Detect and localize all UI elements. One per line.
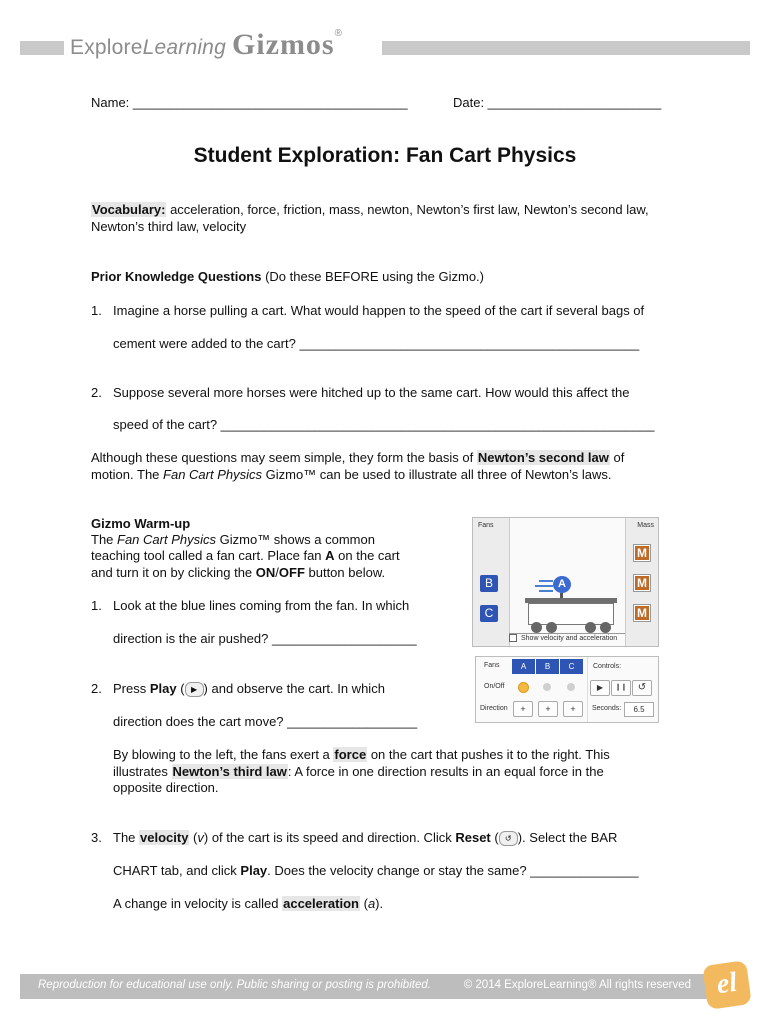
- intro-p2-end: Gizmo™ can be used to illustrate all three of Newton’s laws.: [262, 467, 612, 482]
- force-para-line2: [113, 763, 604, 780]
- header-bar-right: [382, 41, 750, 55]
- intro-newtons-second-law: Newton’s second law: [477, 450, 609, 465]
- mass-box-2[interactable]: M: [634, 575, 650, 591]
- warmup-line1: [91, 531, 375, 548]
- brand-logo: [70, 28, 342, 62]
- warmup-q3-line2: [113, 862, 639, 879]
- vocabulary: [91, 201, 671, 235]
- warmup-q2-a: Press: [113, 681, 150, 696]
- warmup-line2: [91, 547, 400, 564]
- brand-reg: ®: [334, 28, 343, 39]
- mass-box-1[interactable]: M: [634, 545, 650, 561]
- warmup-q1-number: 1.: [91, 598, 102, 613]
- col-b: B: [536, 659, 559, 674]
- warmup-q2-line2: direction does the cart move? __________________: [113, 714, 418, 729]
- warmup-q2-c: ) and observe the cart. In which: [203, 681, 385, 696]
- cart-wheel-4: [600, 622, 611, 633]
- play-icon: ▶: [185, 682, 204, 697]
- cart-wheel-1: [531, 622, 542, 633]
- warmup-line3: [91, 564, 385, 581]
- fan-c[interactable]: C: [480, 605, 498, 622]
- controls-divider: [587, 657, 588, 722]
- q3-l3b: (: [359, 896, 368, 911]
- prior-q2-number: 2.: [91, 385, 102, 400]
- fan-b-onoff-toggle[interactable]: [543, 683, 551, 691]
- vocabulary-text: acceleration, force, friction, mass, newton, Newton’s first law, Newton’s second law, Newton’s third law, velocity: [91, 202, 649, 234]
- footer-copyright: © 2014 ExploreLearning® All rights reserved: [463, 979, 691, 991]
- warmup-l2b: on the cart: [334, 548, 400, 563]
- prior-q1-line2: cement were added to the cart? _______________________________________________: [113, 336, 640, 351]
- fan-c-direction-button[interactable]: +: [563, 701, 583, 717]
- q3-l3a: A change in velocity is called: [113, 896, 283, 911]
- reset-button[interactable]: ↺: [632, 680, 652, 696]
- warmup-l2-bold: A: [325, 548, 335, 563]
- force-para2-a: illustrates: [113, 764, 172, 779]
- warmup-q2-line1: [113, 680, 385, 697]
- warmup-heading: [91, 515, 190, 532]
- footer-notice: Reproduction for educational use only. Public sharing or posting is prohibited.: [38, 979, 431, 991]
- acceleration-term: acceleration: [283, 896, 359, 911]
- warmup-l3b: button below.: [304, 565, 386, 580]
- warmup-l2a: teaching tool called a fan cart. Place fan: [91, 548, 326, 563]
- airflow-line-2: [535, 585, 553, 587]
- explorelearning-logo: el: [702, 960, 752, 1010]
- prior-knowledge-heading: [91, 268, 484, 285]
- brand-explore: Explore: [70, 36, 143, 59]
- warmup-q2-b: (: [176, 681, 185, 696]
- warmup-q3-number: 3.: [91, 830, 102, 845]
- airflow-line-3: [539, 590, 553, 592]
- seconds-label: Seconds:: [592, 705, 622, 712]
- q3-l2a: CHART tab, and click: [113, 863, 241, 878]
- fan-a-onoff-toggle[interactable]: [518, 682, 529, 693]
- force-para-b: on the cart that pushes it to the right. This: [367, 747, 610, 762]
- warmup-q3-line1: [113, 829, 617, 846]
- show-velocity-checkbox[interactable]: [509, 634, 517, 642]
- warmup-l3-off: OFF: [278, 565, 305, 580]
- force-term: force: [334, 747, 367, 762]
- warmup-q2-play: Play: [149, 681, 177, 696]
- q3-a: The: [113, 830, 140, 845]
- warmup-l1-italic: Fan Cart Physics: [117, 532, 216, 547]
- date-field: Date: ________________________: [453, 95, 662, 110]
- gizmo-simulation-panel: [472, 517, 659, 647]
- warmup-l1b: Gizmo™ shows a common: [216, 532, 375, 547]
- q3-l2-play: Play: [240, 863, 268, 878]
- track: [509, 633, 625, 634]
- force-para-line3: opposite direction.: [113, 780, 219, 795]
- warmup-heading-text: Gizmo Warm-up: [91, 516, 191, 531]
- cart-wheel-3: [585, 622, 596, 633]
- q3-c: ) of the cart is its speed and direction. Click: [203, 830, 456, 845]
- force-para2-b: : A force in one direction results in an equal force in the: [287, 764, 604, 779]
- gizmo-controls-panel: [475, 656, 659, 723]
- header-bar-left: [20, 41, 64, 55]
- brand-learning: Learning: [142, 36, 226, 59]
- mass-box-3[interactable]: M: [634, 605, 650, 621]
- q3-b: (: [189, 830, 198, 845]
- intro-p2: motion. The: [91, 467, 164, 482]
- reset-icon: ↺: [499, 831, 518, 846]
- fan-c-onoff-toggle[interactable]: [567, 683, 575, 691]
- newtons-third-law-term: Newton’s third law: [172, 764, 287, 779]
- intro-p2-italic: Fan Cart Physics: [163, 467, 263, 482]
- vocabulary-label: Vocabulary:: [92, 202, 166, 217]
- warmup-l3a: and turn it on by clicking the: [91, 565, 256, 580]
- velocity-term: velocity: [140, 830, 189, 845]
- fan-b-direction-button[interactable]: +: [538, 701, 558, 717]
- force-para-line1: [113, 746, 610, 763]
- play-button[interactable]: ▶: [590, 680, 610, 696]
- mass-label: Mass: [637, 522, 654, 529]
- q3-e: ). Select the BAR: [517, 830, 618, 845]
- fan-a-direction-button[interactable]: +: [513, 701, 533, 717]
- page-title: Student Exploration: Fan Cart Physics: [193, 144, 577, 167]
- brand-gizmos: Gizmos: [231, 28, 335, 61]
- cart-wheel-2: [546, 622, 557, 633]
- warmup-l3-on: ON: [255, 565, 276, 580]
- airflow-line-1: [539, 580, 553, 582]
- footer-bar: [20, 974, 715, 999]
- q3-l2b: . Does the velocity change or stay the same? _______________: [267, 863, 639, 878]
- warmup-l1a: The: [91, 532, 118, 547]
- pause-button[interactable]: ❙❙: [611, 680, 631, 696]
- prior-q1-number: 1.: [91, 303, 102, 318]
- prior-heading-bold: Prior Knowledge Questions: [91, 269, 262, 284]
- onoff-label: On/Off: [484, 683, 505, 690]
- fan-a-on-cart[interactable]: A: [553, 576, 571, 593]
- col-a: A: [512, 659, 535, 674]
- seconds-value: 6.5: [624, 702, 654, 717]
- warmup-q1-line2: direction is the air pushed? ____________________: [113, 631, 417, 646]
- show-velocity-label: Show velocity and acceleration: [521, 635, 618, 642]
- warmup-q1-line1: Look at the blue lines coming from the fan. In which: [113, 598, 410, 613]
- q3-l3-a: a: [367, 896, 376, 911]
- warmup-q3-line3: [113, 895, 383, 912]
- intro-p1-end: of: [609, 450, 625, 465]
- direction-label: Direction: [480, 705, 508, 712]
- warmup-l3-slash: /: [275, 565, 279, 580]
- cart-body: [528, 603, 614, 625]
- force-para-a: By blowing to the left, the fans exert a: [113, 747, 334, 762]
- warmup-q2-number: 2.: [91, 681, 102, 696]
- fans-label: Fans: [478, 522, 494, 529]
- intro-line1: [91, 449, 624, 466]
- prior-q2-line2: speed of the cart? ____________________________________________________________: [113, 417, 655, 432]
- controls-label: Controls:: [593, 663, 622, 670]
- q3-reset: Reset: [455, 830, 491, 845]
- intro-p1: Although these questions may seem simple, they form the basis of: [91, 450, 477, 465]
- prior-q1-line1: Imagine a horse pulling a cart. What would happen to the speed of the cart if several bags of: [113, 303, 645, 318]
- q3-v: v: [197, 830, 204, 845]
- fan-b[interactable]: B: [480, 575, 498, 592]
- col-c: C: [560, 659, 583, 674]
- intro-line2: [91, 466, 612, 483]
- prior-note: (Do these BEFORE using the Gizmo.): [261, 269, 484, 284]
- name-field: Name: ______________________________________: [91, 95, 408, 110]
- prior-q2-line1: Suppose several more horses were hitched up to the same cart. How would this affect the: [113, 385, 630, 400]
- fans-col-label: Fans: [484, 662, 500, 669]
- q3-l3c: ).: [375, 896, 384, 911]
- q3-d: (: [490, 830, 499, 845]
